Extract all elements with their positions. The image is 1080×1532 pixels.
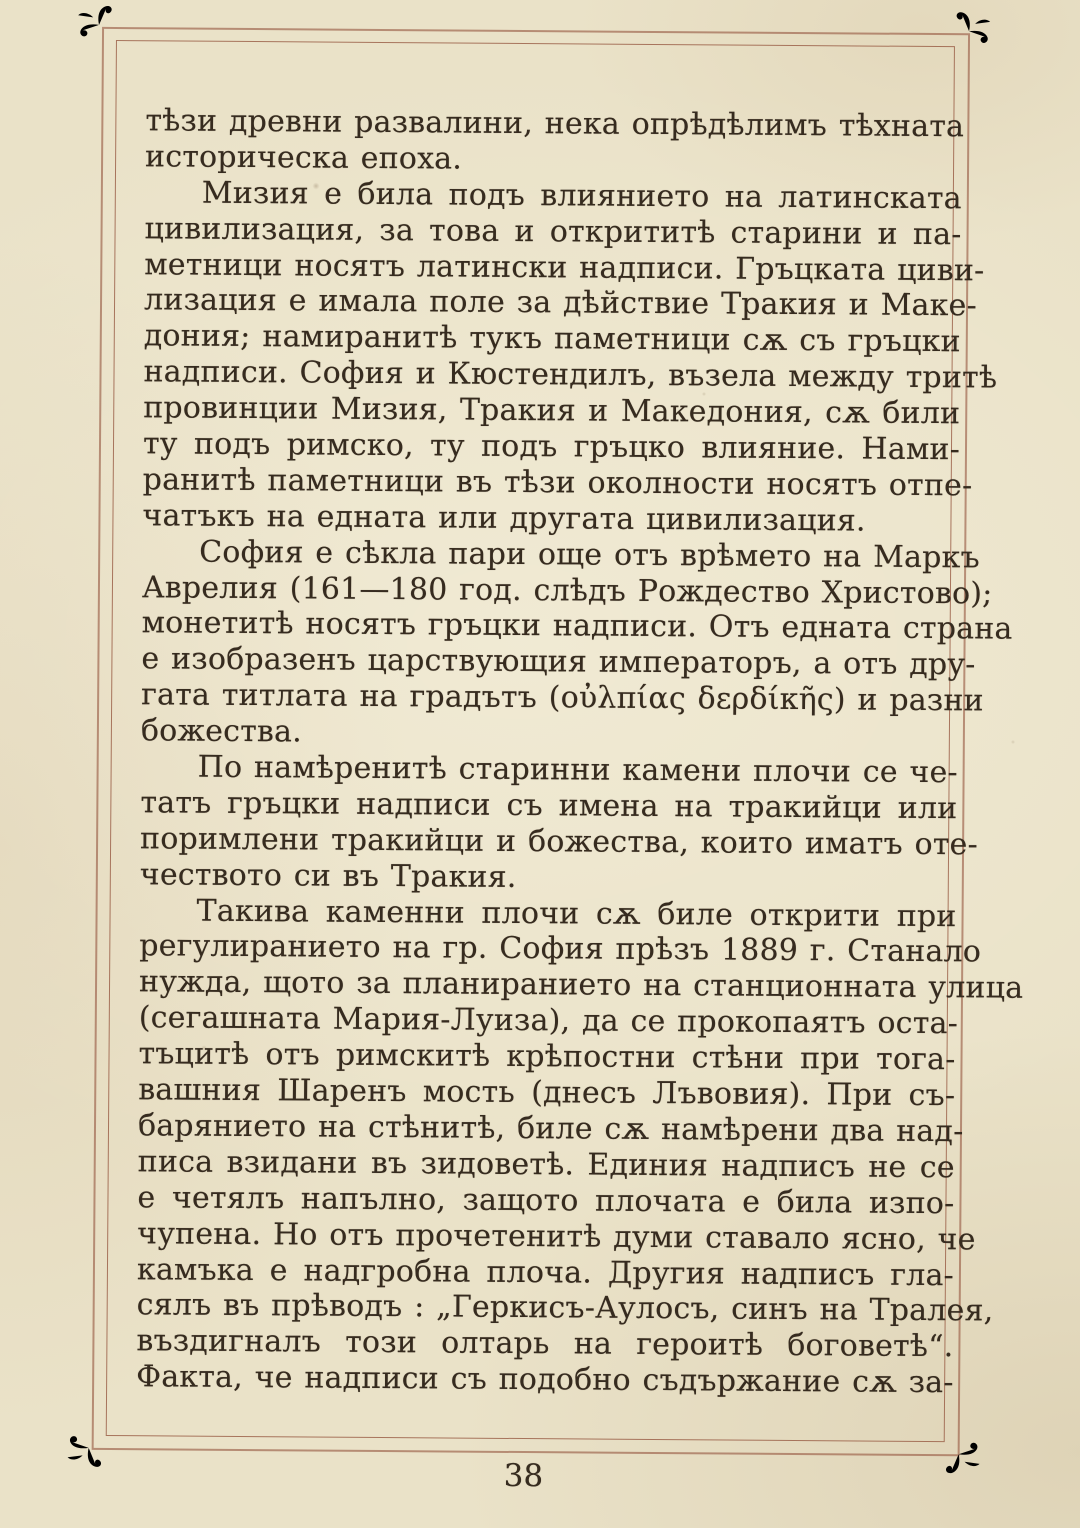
text-line: дония; намиранитѣ тукъ паметници сѫ съ гръцки: [144, 319, 961, 361]
text-line: барянието на стѣнитѣ, биле сѫ намѣрени два над-: [138, 1108, 955, 1150]
text-line: регулиранието на гр. София прѣзъ 1889 г. Станало: [139, 929, 956, 971]
text-line: поримлени тракийци и божества, които иматъ оте-: [140, 821, 957, 863]
text-line: ту подъ римско, ту подъ гръцко влияние. Нами-: [143, 426, 960, 468]
text-line: София е сѣкла пари още отъ врѣмето на Маркъ: [142, 534, 959, 576]
text-line: Факта, че надписи съ подобно съдържание сѫ за-: [136, 1359, 953, 1401]
text-line: е четялъ напълно, защото плочата е била изпо-: [137, 1180, 954, 1222]
text-line: въздигналъ този олтарь на героитѣ боговетѣ“.: [136, 1323, 953, 1365]
text-line: Такива каменни плочи сѫ биле открити при: [139, 893, 956, 935]
text-line: чатъкъ на едната или другата цивилизация.: [142, 498, 959, 540]
text-line: метници носятъ латински надписи. Гръцката циви-: [144, 247, 961, 289]
text-line: тѣзи древни развалини, нека опрѣдѣлимъ тѣхната: [145, 103, 962, 145]
text-line: тъцитѣ отъ римскитѣ крѣпостни стѣни при тога-: [138, 1036, 955, 1078]
text-line: По намѣренитѣ старинни камени плочи се че-: [141, 749, 958, 791]
text-line: е изобразенъ царствующия императоръ, а отъ дру-: [141, 642, 958, 684]
text-line: цивилизация, за това и открититѣ старини и па-: [144, 211, 961, 253]
text-line: гата титлата на градътъ (οὐλπίας δερδίκῆς) и разни: [141, 677, 958, 719]
text-line: вашния Шаренъ мость (днесъ Лъвовия). При съ-: [138, 1072, 955, 1114]
text-line: чеството си въ Тракия.: [140, 857, 957, 899]
page-number: 38: [0, 1454, 1053, 1498]
text-line: Аврелия (161—180 год. слѣдъ Рождество Христово);: [142, 570, 959, 612]
text-line: историческа епоха.: [145, 139, 962, 181]
text-line: писа взидани въ зидоветѣ. Единия надписъ не се: [138, 1144, 955, 1186]
text-line: лизация е имала поле за дѣйствие Тракия и Маке-: [144, 283, 961, 325]
text-line: сялъ въ прѣводъ : „Геркисъ-Аулосъ, синъ на Тралея,: [137, 1288, 954, 1330]
text-line: монетитѣ носятъ гръцки надписи. Отъ едната страна: [142, 606, 959, 648]
text-line: ранитѣ паметници въ тѣзи околности носятъ отпе-: [143, 462, 960, 504]
text-line: надписи. София и Кюстендилъ, възела между тритѣ: [143, 354, 960, 396]
text-line: татъ гръцки надписи съ имена на тракийци или: [140, 785, 957, 827]
text-line: провинции Мизия, Тракия и Македония, сѫ били: [143, 390, 960, 432]
text-line: камъка е надгробна плоча. Другия надписъ гла-: [137, 1252, 954, 1294]
page-text: [136, 103, 962, 1401]
text-line: Мизия е била подъ влиянието на латинската: [145, 175, 962, 217]
text-line: нужда, щото за планиранието на станционната улица: [139, 965, 956, 1007]
text-line: чупена. Но отъ прочетенитѣ думи ставало ясно, че: [137, 1216, 954, 1258]
corner-flourish-icon: [71, 4, 123, 52]
text-line: (сегашната Мария-Луиза), да се прокопаятъ оста-: [139, 1000, 956, 1042]
corner-flourish-icon: [945, 10, 997, 58]
text-line: божества.: [141, 713, 958, 755]
